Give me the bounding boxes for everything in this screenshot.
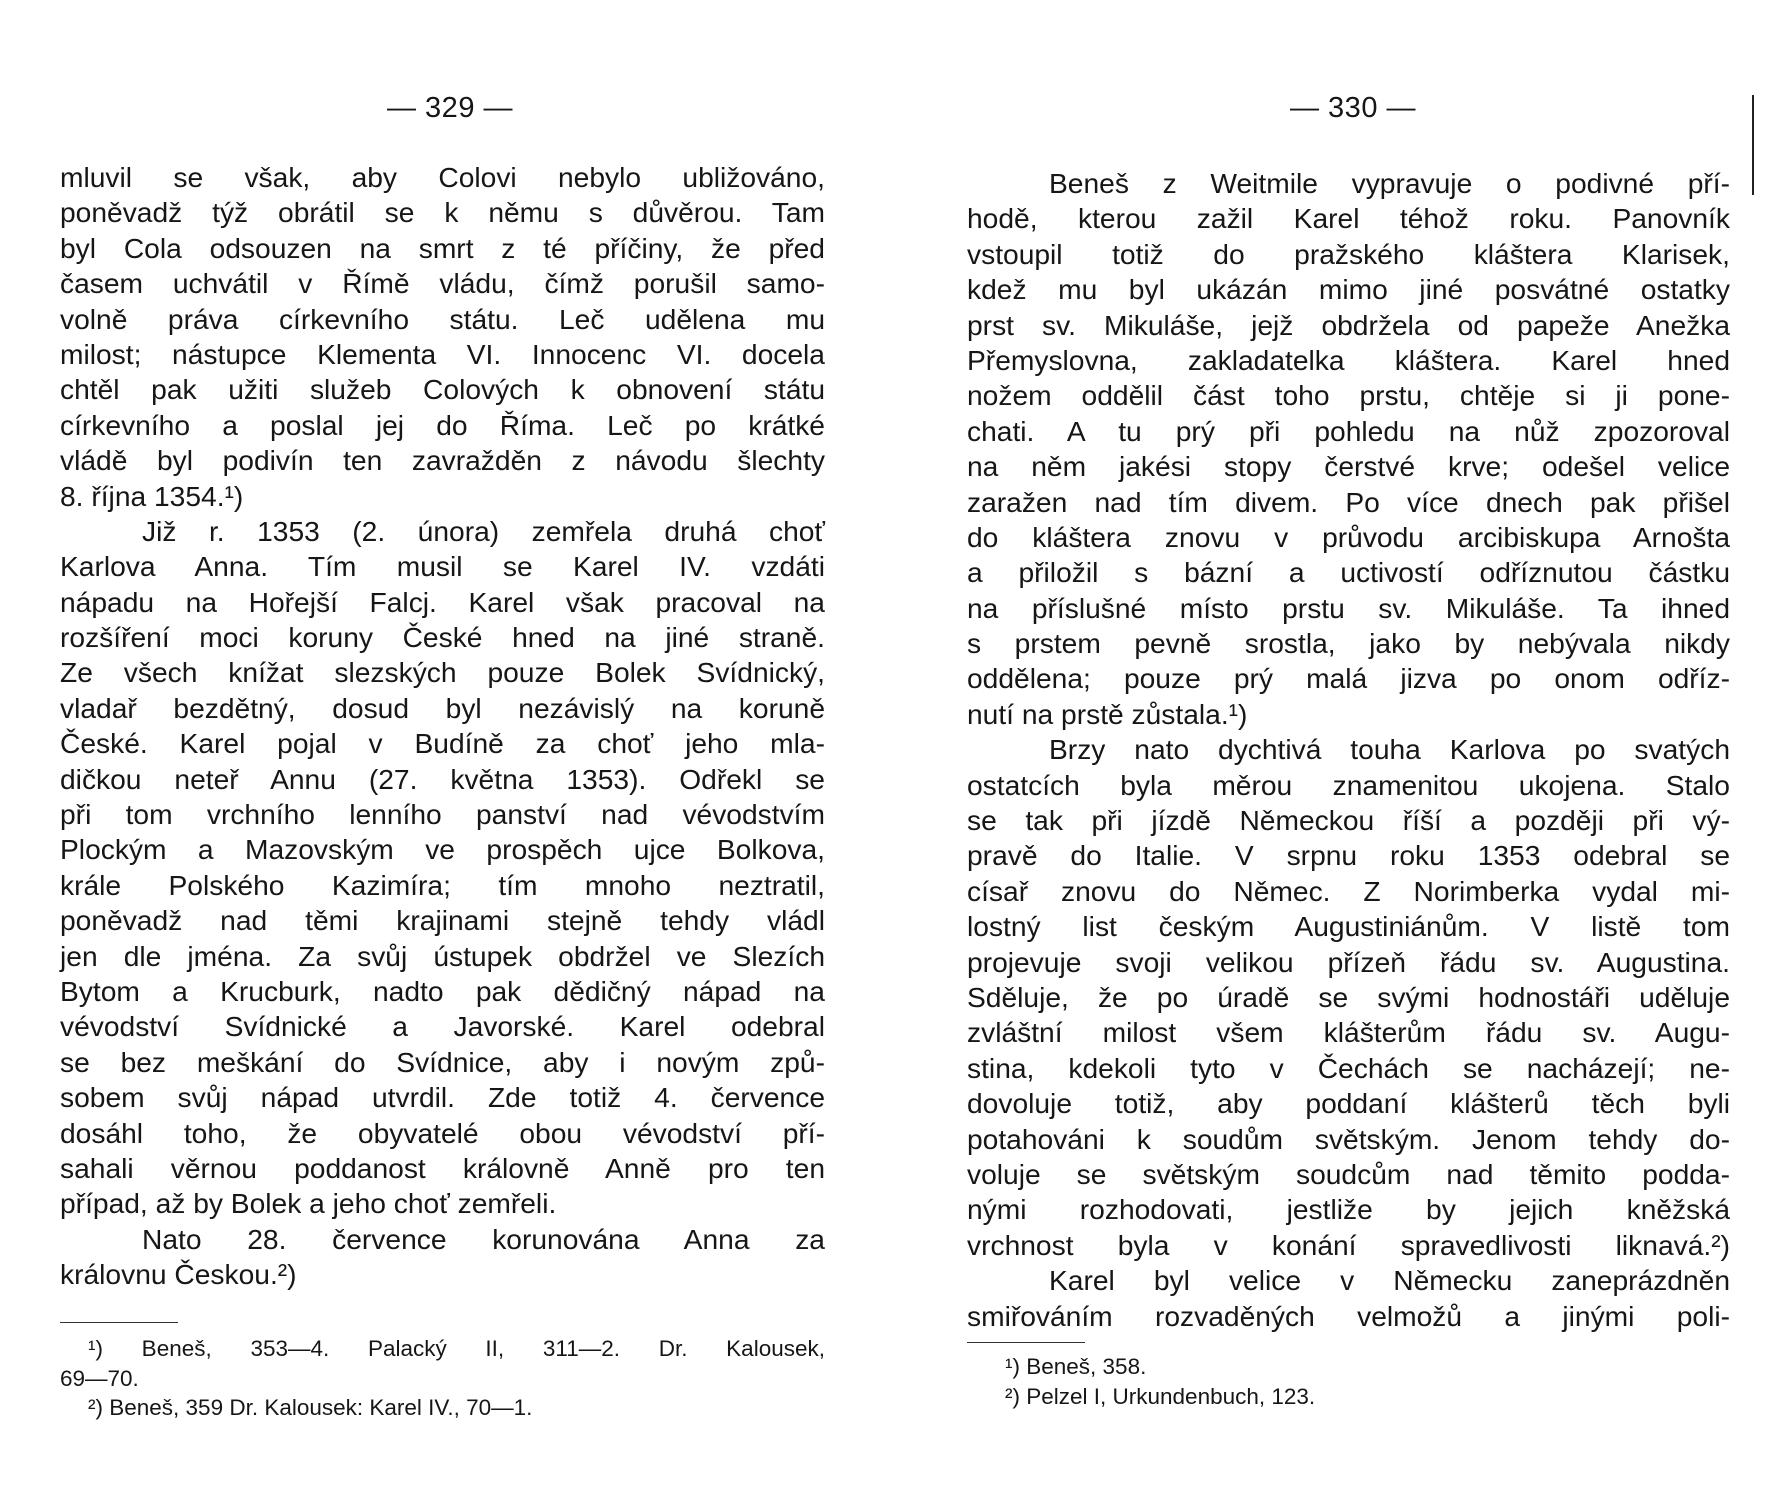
text-line: Beneš z Weitmile vypravuje o podivné pří- [1049,167,1730,199]
text-line: jen dle jména. Za svůj ústupek obdržel ve Slezích [60,939,825,972]
footnote-line: ²) Beneš, 359 Dr. Kalousek: Karel IV., 70—1. [88,1395,533,1420]
text-line: prst sv. Mikuláše, jejž obdržela od papeže Anežka [967,308,1730,341]
body-text [967,166,1730,1334]
text-line: dičkou neteř Annu (27. května 1353). Odřekl se [60,762,825,795]
text-line: poněvadž týž obrátil se k němu s důvěrou. Tam [60,196,825,229]
text-line: vrchnost byla v konání spravedlivosti liknavá.²) [967,1228,1730,1261]
text-line: kdež mu byl ukázán mimo jiné posvátné ostatky [967,273,1730,306]
text-line: zaražen nad tím divem. Po více dnech pak přišel [967,485,1730,518]
page-number: — 330 — [1290,92,1416,124]
text-line: církevního a poslal jej do Říma. Leč po krátké [60,408,825,441]
text-line: zvláštní milost všem klášterům řádu sv. Augu- [967,1016,1730,1049]
text-line: Sděluje, že po úradě se svými hodnostáři uděluje [967,980,1730,1013]
text-line: se tak při jízdě Německou říší a později při vý- [967,804,1730,837]
text-line: Již r. 1353 (2. února) zemřela druhá choť [142,514,825,547]
text-line: volně práva církevního státu. Leč udělena mu [60,302,825,335]
text-line: Brzy nato dychtivá touha Karlova po svatých [1049,733,1730,766]
text-line: dosáhl toho, že obyvatelé obou vévodství pří- [60,1116,825,1149]
text-line: Nato 28. července korunována Anna za [142,1222,825,1255]
text-line: Přemyslovna, zakladatelka kláštera. Karel hned [967,343,1730,376]
text-line: vévodství Svídnické a Javorské. Karel odebral [60,1010,825,1043]
text-line: České. Karel pojal v Budíně za choť jeho mla- [60,727,825,760]
text-line: Karel byl velice v Německu zaneprázdněn [1049,1264,1730,1297]
text-line: Ze všech knížat slezských pouze Bolek Svídnický, [60,656,825,689]
text-line: hodě, kterou zažil Karel téhož roku. Panovník [967,202,1730,235]
text-line: byl Cola odsouzen na smrt z té příčiny, že před [60,231,825,264]
text-line: chtěl pak užiti služeb Colových k obnovení státu [60,373,825,406]
text-line: Bytom a Krucburk, nadto pak dědičný nápad na [60,974,825,1007]
footnotes [967,1352,1467,1411]
text-line: krále Polského Kazimíra; tím mnoho neztratil, [60,868,825,901]
footnote-line: ¹) Beneš, 358. [1005,1354,1147,1379]
text-line: poněvadž nad těmi krajinami stejně tehdy vládl [60,904,825,937]
text-line: Karlova Anna. Tím musil se Karel IV. vzdáti [60,550,825,583]
text-line: potahováni k soudům světským. Jenom tehdy do- [967,1122,1730,1155]
footnotes [60,1334,825,1423]
text-line: oddělena; pouze prý malá jizva po onom odříz- [967,662,1730,695]
text-line: mluvil se však, aby Colovi nebylo ubližováno, [60,161,825,193]
text-line: vládě byl podivín ten zavražděn z návodu šlechty [60,444,825,477]
text-line: ostatcích byla měrou znamenitou ukojena. Stalo [967,768,1730,801]
page-number: — 329 — [387,92,513,124]
text-line: voluje se světským soudcům nad těmito podda- [967,1157,1730,1190]
text-line: stina, kdekoli tyto v Čechách se nacházejí; ne- [967,1051,1730,1084]
text-line: císař znovu do Němec. Z Norimberka vydal mi- [967,874,1730,907]
text-line: lostný list českým Augustiniánům. V listě tom [967,910,1730,943]
text-line: sahali věrnou poddanost královně Anně pro ten [60,1151,825,1184]
text-line: královnu Českou.²) [60,1258,297,1291]
text-line: 8. října 1354.¹) [60,479,244,512]
text-line: chati. A tu prý při pohledu na nůž zpozoroval [967,414,1730,447]
text-line: případ, až by Bolek a jeho choť zemřeli. [60,1187,557,1220]
text-line: do kláštera znovu v průvodu arcibiskupa Arnošta [967,520,1730,553]
text-line: s prstem pevně srostla, jako by nebývala nikdy [967,627,1730,660]
text-line: na něm jakési stopy čerstvé krve; odešel velice [967,450,1730,483]
text-line: nožem oddělil část toho prstu, chtěje si ji pone- [967,379,1730,412]
footnote-line: 69—70. [60,1365,139,1391]
page-edge-mark [1752,95,1754,195]
text-line: rozšíření moci koruny České hned na jiné straně. [60,621,825,654]
text-line: Plockým a Mazovským ve prospěch ujce Bolkova, [60,833,825,866]
footnote-divider [967,1342,1085,1343]
footnote-line: ²) Pelzel I, Urkundenbuch, 123. [1005,1383,1316,1409]
text-line: projevuje svoji velikou přízeň řádu sv. Augustina. [967,945,1730,978]
text-line: vstoupil totiž do pražského kláštera Klarisek, [967,237,1730,270]
text-line: při tom vrchního lenního panství nad vévodstvím [60,798,825,831]
text-line: nými rozhodovati, jestliže by jejich kněžská [967,1193,1730,1226]
right-page [891,0,1782,1501]
text-line: a přiložil s bázní a uctivostí odříznutou částku [967,556,1730,589]
text-line: vladař bezdětný, dosud byl nezávislý na koruně [60,691,825,724]
text-line: časem uchvátil v Římě vládu, čímž porušil samo- [60,267,825,300]
footnote-divider [60,1322,178,1323]
text-line: milost; nástupce Klementa VI. Innocenc VI. docela [60,337,825,370]
text-line: nápadu na Hořejší Falcj. Karel však pracoval na [60,585,825,618]
text-line: pravě do Italie. V srpnu roku 1353 odebral se [967,839,1730,872]
text-line: smiřováním rozvaděných velmožů a jinými poli- [967,1299,1730,1332]
text-line: sobem svůj nápad utvrdil. Zde totiž 4. července [60,1081,825,1114]
text-line: nutí na prstě zůstala.¹) [967,697,1248,730]
text-line: dovoluje totiž, aby poddaní klášterů těch byli [967,1087,1730,1120]
footnote-line: ¹) Beneš, 353—4. Palacký II, 311—2. Dr. Kalousek, [88,1336,825,1361]
text-line: na příslušné místo prstu sv. Mikuláše. Ta ihned [967,591,1730,624]
text-line: se bez meškání do Svídnice, aby i novým způ- [60,1045,825,1078]
body-text [60,160,825,1293]
